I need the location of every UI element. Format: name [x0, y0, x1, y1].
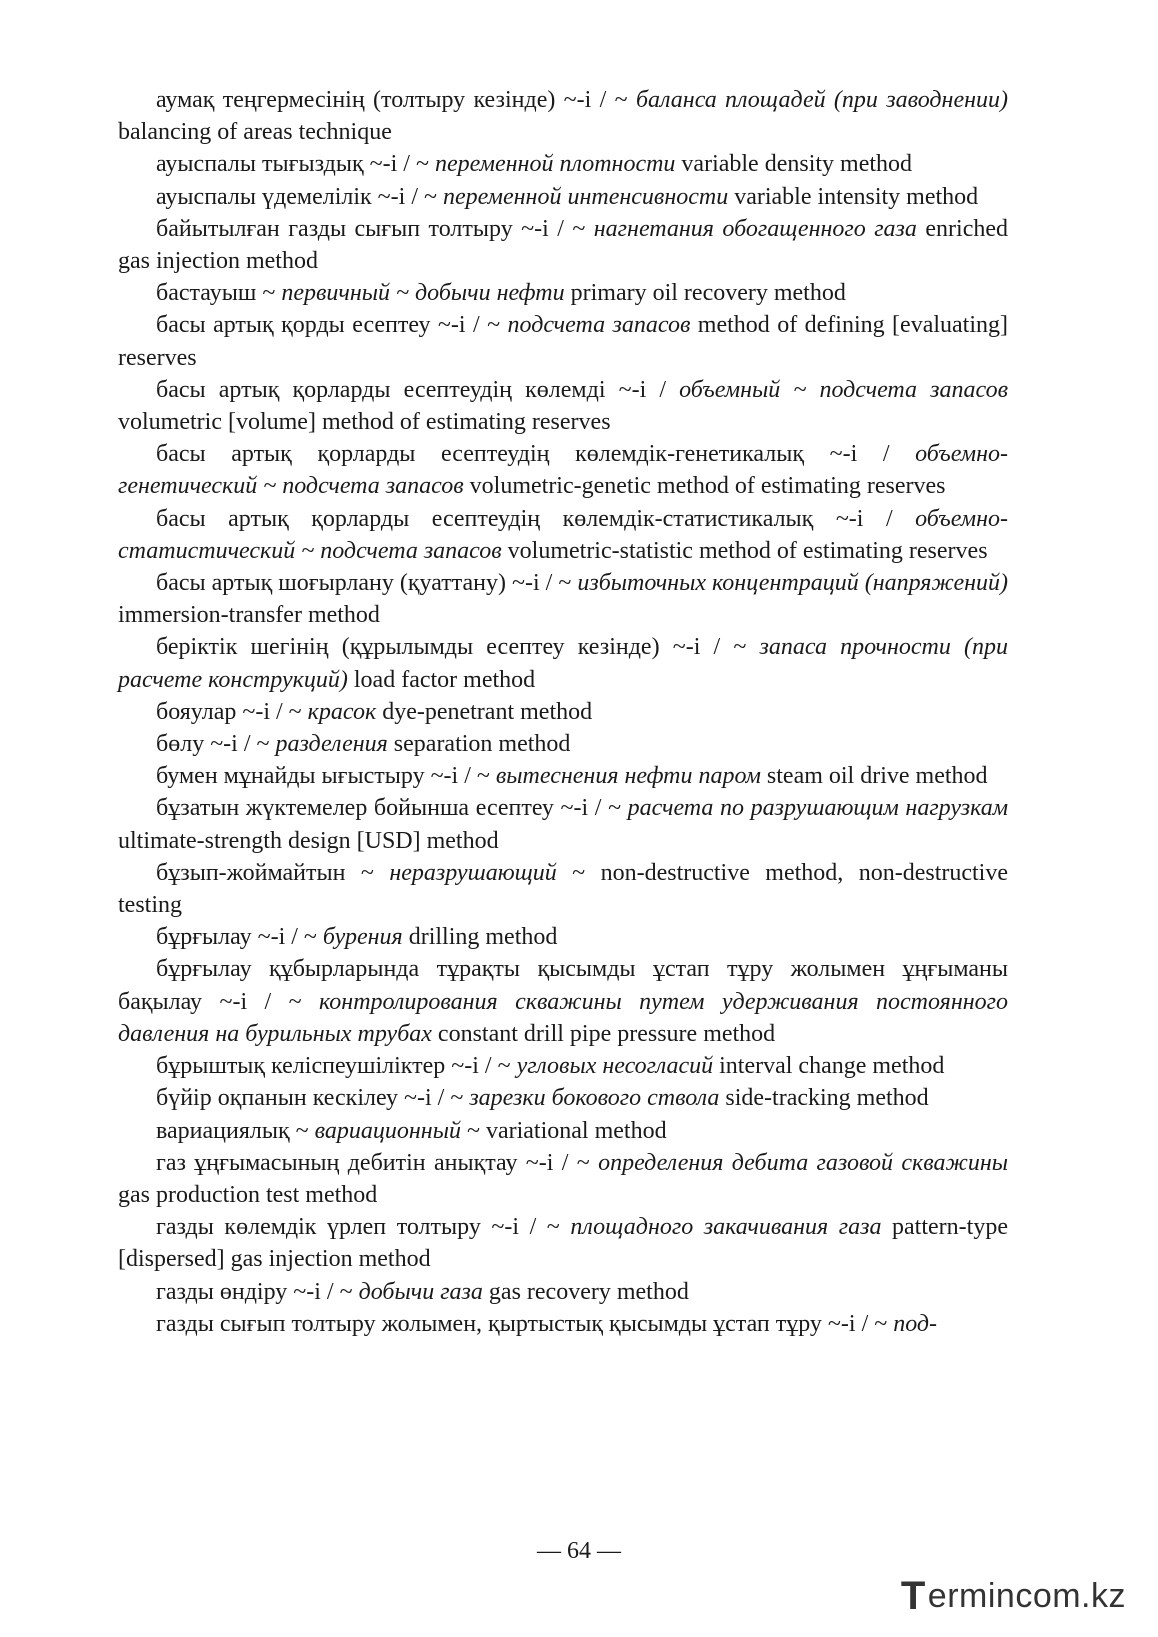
dictionary-entry: [118, 1147, 1008, 1211]
entry-kazakh-term: ауыспалы үдемелілік ~-і / ~: [156, 183, 443, 210]
entry-kazakh-term: бөлу ~-і / ~: [156, 731, 276, 758]
entry-english-term: gas recovery method: [482, 1278, 689, 1305]
entry-english-term: balancing of areas technique: [118, 119, 392, 146]
entry-english-term: variable intensity method: [728, 183, 979, 210]
dictionary-entry: [118, 728, 1008, 760]
entry-russian-term: вариационный: [314, 1117, 461, 1144]
entry-russian-term: вытеснения нефти паром: [495, 763, 761, 790]
entry-kazakh-term: басы артық шоғырлану (қуаттану) ~-і / ~: [156, 570, 578, 597]
dictionary-entry: [118, 309, 1008, 373]
entry-russian-term: площадного закачивания газа: [570, 1214, 882, 1241]
dictionary-entry: [118, 760, 1008, 792]
logo-letter-t: T: [900, 1574, 926, 1618]
entry-russian-term: контролирования скважины путем удерживания постоянного давления на бурильных трубах: [118, 988, 1008, 1047]
entry-english-term: steam oil drive method: [760, 763, 988, 790]
entry-kazakh-term: бастауыш ~: [156, 280, 282, 307]
dictionary-entry: [118, 148, 1008, 180]
entry-russian-term: зарезки бокового ствола: [469, 1085, 720, 1112]
entry-kazakh-term: аумақ теңгермесінің (толтыру кезінде) ~-і / ~: [156, 87, 636, 113]
entry-russian-term: запаса прочности (при расчете конструкций): [118, 634, 1008, 693]
termincom-logo[interactable]: [901, 1574, 1126, 1619]
entry-russian-term: неразрушающий: [389, 859, 557, 886]
entry-russian-term: определения дебита газовой скважины: [598, 1149, 1009, 1176]
entry-kazakh-term: газды сығып толтыру жолымен, қыртыстық қысымды ұстап тұру ~-і / ~: [156, 1310, 894, 1337]
entry-russian-term: объемный ~ подсчета запасов: [679, 376, 1008, 403]
entry-kazakh-term: бұрыштық келіспеушіліктер ~-і / ~: [156, 1053, 517, 1080]
entry-russian-term: объемно-генетический ~ подсчета запасов: [118, 441, 1008, 500]
entry-english-term: pattern-type [dispersed] gas injection method: [118, 1214, 1008, 1273]
entry-english-term: drilling method: [402, 924, 558, 951]
entry-english-term: interval change method: [713, 1053, 945, 1080]
dictionary-entry: [118, 84, 1008, 148]
logo-text: ermincom.kz: [927, 1577, 1126, 1615]
entry-kazakh-term: беріктік шегінің (құрылымды есептеу кезінде) ~-і / ~: [156, 634, 760, 661]
entry-kazakh-term: басы артық қорды есептеу ~-і / ~: [156, 312, 508, 339]
entry-english-term: separation method: [387, 731, 571, 758]
dictionary-entry: [118, 1276, 1008, 1308]
dictionary-entry: [118, 857, 1008, 921]
entry-russian-term: переменной плотности: [434, 151, 676, 178]
dictionary-entry: [118, 1308, 1008, 1340]
dictionary-entry: [118, 792, 1008, 856]
entry-russian-term: подсчета запасов: [507, 312, 691, 339]
entry-kazakh-term: вариациялық ~: [156, 1117, 315, 1144]
entry-russian-term: добычи газа: [358, 1278, 483, 1305]
entry-english-term: ultimate-strength design [USD] method: [118, 827, 499, 854]
entry-kazakh-term: басы артық қорларды есептеудің көлемдік-генетикалық ~-і /: [156, 441, 916, 468]
entry-kazakh-term: бұрғылау құбырларында тұрақты қысымды ұстап тұру жолымен ұңғыманы бақылау ~-і / ~: [118, 956, 1008, 1015]
dictionary-page: [118, 84, 1008, 1340]
entry-kazakh-term: басы артық қорларды есептеудің көлемді ~-і /: [156, 376, 680, 403]
entry-kazakh-term: ауыспалы тығыздық ~-і / ~: [156, 151, 435, 178]
entry-kazakh-term: бумен мұнайды ығыстыру ~-і / ~: [156, 763, 496, 790]
entry-kazakh-term: бұзып-жоймайтын ~: [156, 859, 390, 886]
entry-russian-term: переменной интенсивности: [442, 183, 729, 210]
entry-english-term: side-tracking method: [719, 1085, 929, 1112]
entry-kazakh-term: байытылған газды сығып толтыру ~-і / ~: [156, 215, 594, 242]
entry-russian-term: угловых несогласий: [516, 1053, 714, 1080]
entry-kazakh-term: бұзатын жүктемелер бойынша есептеу ~-і / ~: [156, 795, 628, 822]
entry-english-term: gas production test method: [118, 1181, 378, 1208]
dictionary-entry: [118, 213, 1008, 277]
dictionary-entry: [118, 1082, 1008, 1114]
entry-russian-term: разделения: [275, 731, 388, 758]
entries-list: [118, 84, 1008, 1340]
dictionary-entry: [118, 921, 1008, 953]
entry-english-term: load factor method: [347, 666, 536, 693]
dictionary-entry: [118, 438, 1008, 502]
entry-english-term: primary oil recovery method: [564, 280, 846, 307]
dictionary-entry: [118, 1115, 1008, 1147]
entry-english-term: volumetric-genetic method of estimating reserves: [463, 473, 946, 500]
dictionary-entry: [118, 374, 1008, 438]
entry-english-term: ~ variational method: [460, 1117, 667, 1144]
entry-english-term: volumetric-statistic method of estimating reserves: [501, 537, 988, 564]
entry-kazakh-term: бүйір оқпанын кескілеу ~-і / ~: [156, 1085, 470, 1112]
entry-russian-term: объемно-статистический ~ подсчета запасов: [118, 505, 1008, 564]
dictionary-entry: [118, 567, 1008, 631]
entry-russian-term: нагнетания обогащенного газа: [593, 215, 917, 242]
entry-russian-term: бурения: [322, 924, 403, 951]
dictionary-entry: [118, 1211, 1008, 1275]
entry-kazakh-term: бояулар ~-і / ~: [156, 698, 308, 725]
entry-russian-term: баланса площадей (при заводнении): [635, 87, 1009, 113]
entry-kazakh-term: газды өндіру ~-і / ~: [156, 1278, 359, 1305]
dictionary-entry: [118, 277, 1008, 309]
entry-english-term: ~ non-destructive method, non-destructive testing: [118, 859, 1008, 919]
entry-english-term: method of defining [evaluating] reserves: [118, 312, 1009, 371]
entry-russian-term: первичный ~ добычи нефти: [281, 280, 565, 307]
entry-english-term: dye-penetrant method: [376, 698, 593, 725]
page-number: ― 64 ―: [537, 1538, 621, 1564]
entry-kazakh-term: басы артық қорларды есептеудің көлемдік-статистикалық ~-і /: [156, 505, 916, 532]
entry-english-term: enriched gas injection method: [118, 215, 1008, 275]
entry-russian-term: избыточных концентраций (напряжений): [577, 570, 1009, 597]
entry-english-term: variable density method: [675, 151, 913, 178]
dictionary-entry: [118, 1050, 1008, 1082]
entry-english-term: volumetric [volume] method of estimating reserves: [118, 409, 611, 436]
entry-russian-term: под-: [893, 1310, 938, 1337]
dictionary-entry: [118, 503, 1008, 567]
entry-russian-term: красок: [307, 698, 377, 725]
dictionary-entry: [118, 181, 1008, 213]
dictionary-entry: [118, 953, 1008, 1050]
dictionary-entry: [118, 631, 1008, 695]
entry-kazakh-term: газды көлемдік үрлеп толтыру ~-і / ~: [156, 1214, 571, 1241]
entry-kazakh-term: бұрғылау ~-і / ~: [156, 924, 323, 951]
entry-russian-term: расчета по разрушающим нагрузкам: [627, 795, 1009, 822]
entry-english-term: immersion-transfer method: [118, 602, 380, 629]
entry-english-term: constant drill pipe pressure method: [431, 1020, 776, 1047]
entry-kazakh-term: газ ұңғымасының дебитін анықтау ~-і / ~: [156, 1149, 599, 1176]
dictionary-entry: [118, 696, 1008, 728]
